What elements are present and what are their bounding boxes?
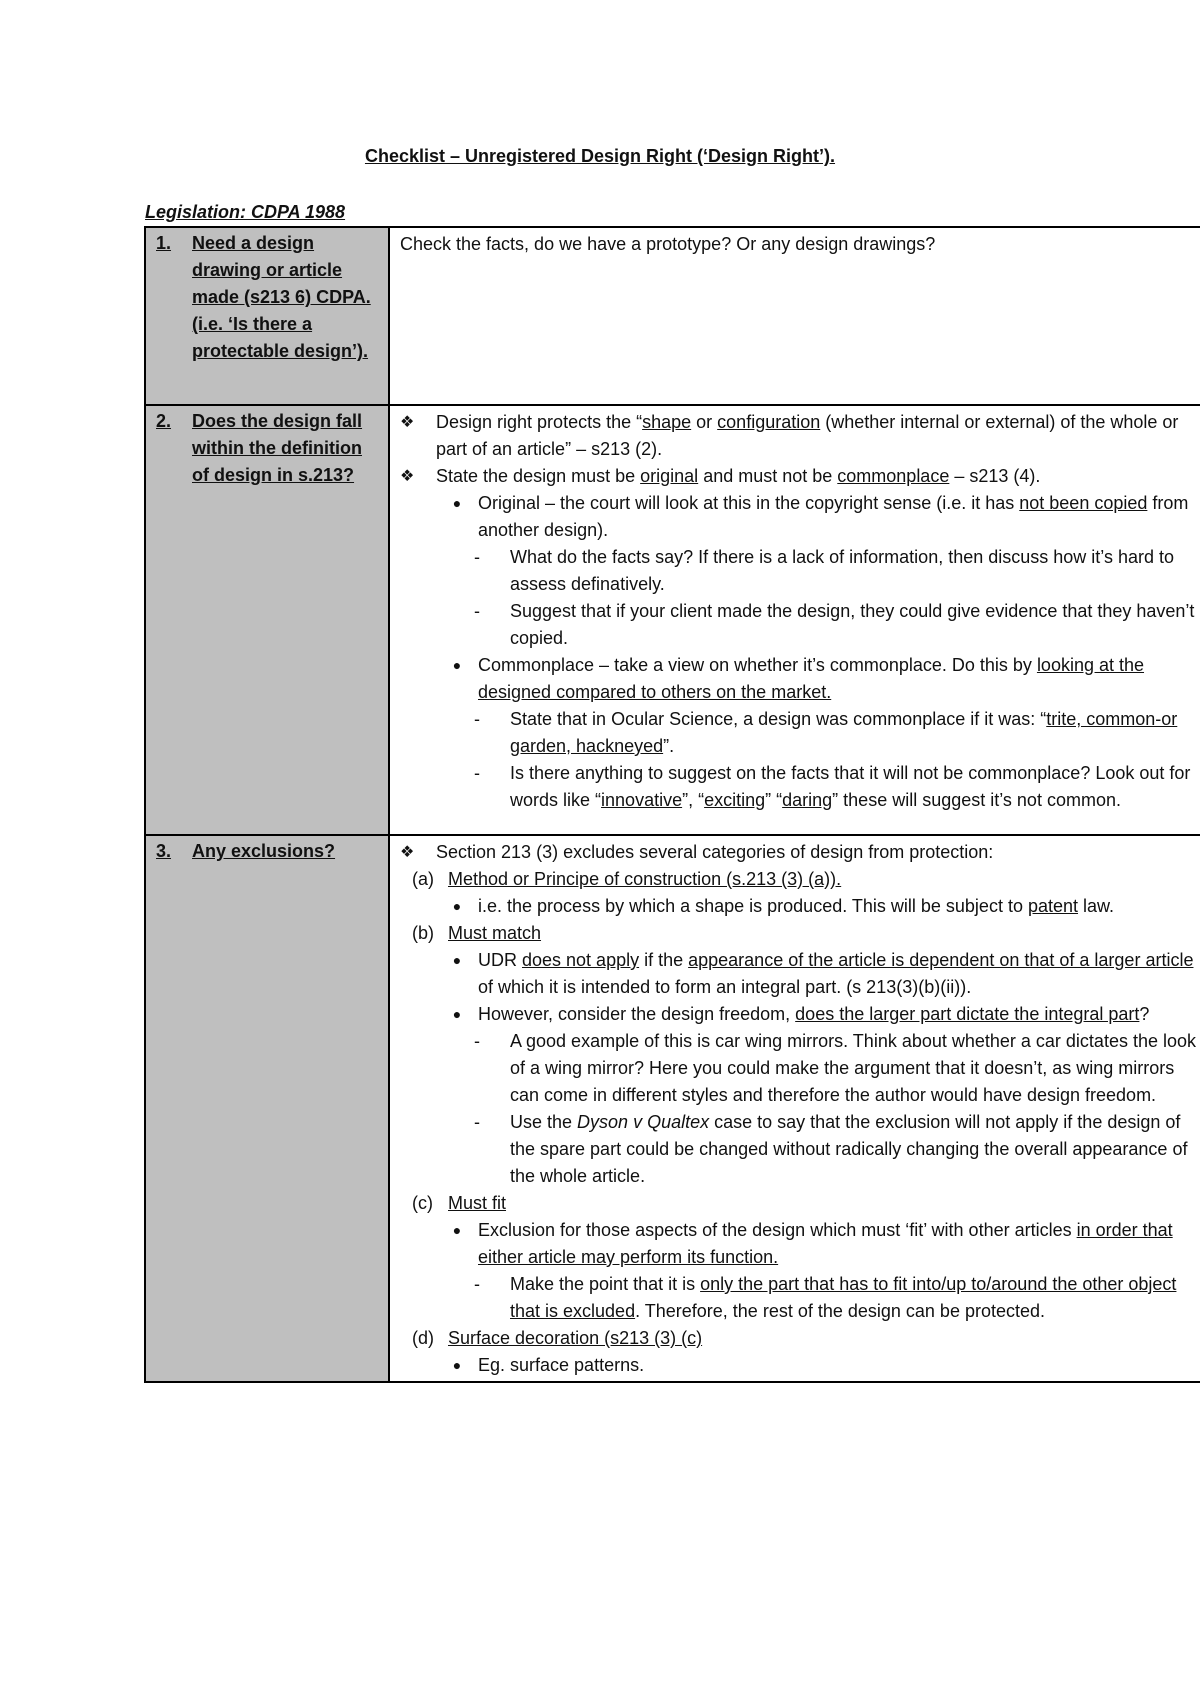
list-item: [400, 1001, 1196, 1028]
bullet-icon: ●: [452, 657, 462, 673]
text-segment: Design right protects the “: [436, 412, 643, 432]
list-item-text: [478, 1352, 1196, 1379]
text-segment: A good example of this is car wing mirrors. Think about whether a car dictates the look of a wing mirror? Here you could make the argument that it doesn’t, as wing mirrors can come in different styles and therefore the author would have design freedom.: [510, 1031, 1197, 1105]
text-segment: ” “: [765, 790, 783, 810]
underlined-text: Must fit: [448, 1193, 507, 1213]
list-item: [400, 409, 1196, 463]
text-segment: Original – the court will look at this in the copyright sense (i.e. it has: [478, 493, 1020, 513]
underlined-text: exciting: [704, 790, 766, 810]
text-segment: Check the facts, do we have a prototype? Or any design drawings?: [400, 234, 936, 254]
list-letter: (b): [412, 923, 434, 943]
bullet-icon: ●: [452, 1222, 462, 1238]
list-item-text: [478, 1001, 1196, 1028]
underlined-text: looking at the designed compared to others on the market.: [478, 655, 1145, 702]
list-item-text: [478, 490, 1196, 544]
dash-marker: -: [474, 1112, 480, 1132]
text-segment: ”.: [663, 736, 675, 756]
dash-marker: -: [474, 709, 480, 729]
text-segment: . Therefore, the rest of the design can be protected.: [635, 1301, 1045, 1321]
underlined-text: original: [640, 466, 699, 486]
underlined-text: shape: [642, 412, 692, 432]
text-segment: Section 213 (3) excludes several categories of design from protection:: [436, 842, 994, 862]
text-segment: Is there anything to suggest on the facts that it will not be commonplace? Look out for words like “: [510, 763, 1191, 810]
row-label: Any exclusions?: [192, 841, 336, 861]
legislation-heading: Legislation: CDPA 1988: [145, 202, 346, 222]
list-item: [400, 1271, 1196, 1325]
list-item-text: [510, 1271, 1196, 1325]
underlined-text: configuration: [717, 412, 821, 432]
text-segment: State the design must be: [436, 466, 641, 486]
text-segment: (whether internal or external) of the whole or part of an article” – s213 (2).: [436, 412, 1179, 459]
text-segment: State that in Ocular Science, a design was commonplace if it was: “: [510, 709, 1047, 729]
list-item-text: [400, 231, 1196, 258]
list-letter: (d): [412, 1328, 434, 1348]
list-item: [400, 706, 1196, 760]
list-item: [400, 947, 1196, 1001]
list-item-text: [510, 598, 1196, 652]
underlined-text: Must match: [448, 923, 542, 943]
dash-marker: -: [474, 1274, 480, 1294]
list-item-text: [448, 1190, 1196, 1217]
list-item-text: [510, 544, 1196, 598]
row-number: 2.: [156, 411, 172, 431]
checklist-table: [144, 226, 1200, 1383]
row-number: 3.: [156, 841, 172, 861]
list-item: [400, 652, 1196, 706]
bullet-icon: ●: [452, 1357, 462, 1373]
list-item: [400, 598, 1196, 652]
dash-marker: -: [474, 547, 480, 567]
list-item-text: [510, 1109, 1196, 1190]
diamond-bullet-icon: ❖: [400, 468, 415, 485]
text-segment: ”, “: [682, 790, 705, 810]
row-content-cell: [389, 405, 1200, 835]
list-item: [400, 231, 1196, 258]
list-item: [400, 920, 1196, 947]
text-segment: if the: [639, 950, 689, 970]
list-item: [400, 1217, 1196, 1271]
text-segment: Suggest that if your client made the design, they could give evidence that they haven’t copied.: [510, 601, 1195, 648]
bullet-icon: ●: [452, 1006, 462, 1022]
list-item-text: [510, 706, 1196, 760]
list-item-text: [510, 1028, 1196, 1109]
diamond-bullet-icon: ❖: [400, 414, 415, 431]
underlined-text: Surface decoration (s213 (3) (c): [448, 1328, 703, 1348]
underlined-text: commonplace: [837, 466, 950, 486]
text-segment: Exclusion for those aspects of the design which must ‘fit’ with other articles: [478, 1220, 1077, 1240]
row-number: 1.: [156, 233, 172, 253]
text-segment: Make the point that it is: [510, 1274, 701, 1294]
list-item: [400, 1028, 1196, 1109]
underlined-text: trite, common-or garden, hackneyed: [510, 709, 1178, 756]
row-label: Need a design drawing or article made (s213 6) CDPA. (i.e. ‘Is there a protectable design’).: [192, 233, 371, 361]
text-segment: and must not be: [698, 466, 838, 486]
list-item-text: [478, 893, 1196, 920]
row-label-cell: [145, 405, 389, 835]
text-segment: What do the facts say? If there is a lack of information, then discuss how it’s hard to assess definatively.: [510, 547, 1174, 594]
text-segment: Use the: [510, 1112, 578, 1132]
checklist-row-2: [145, 405, 1200, 835]
italic-text: Dyson v Qualtex: [577, 1112, 710, 1132]
list-item-text: [436, 839, 1196, 866]
diamond-bullet-icon: ❖: [400, 844, 415, 861]
list-item-text: [448, 866, 1196, 893]
dash-marker: -: [474, 763, 480, 783]
underlined-text: not been copied: [1019, 493, 1148, 513]
row-label-cell: [145, 835, 389, 1382]
text-segment: ” these will suggest it’s not common.: [832, 790, 1121, 810]
underlined-text: only the part that has to fit into/up to/around the other object that is excluded: [510, 1274, 1177, 1321]
text-segment: Eg. surface patterns.: [478, 1355, 645, 1375]
dash-marker: -: [474, 1031, 480, 1051]
underlined-text: Method or Principe of construction (s.213 (3) (a)).: [448, 869, 842, 889]
underlined-text: patent: [1027, 896, 1079, 916]
list-letter: (c): [412, 1193, 433, 1213]
text-segment: – s213 (4).: [949, 466, 1041, 486]
text-segment: However, consider the design freedom,: [478, 1004, 796, 1024]
list-item-text: [448, 1325, 1196, 1352]
underlined-text: innovative: [601, 790, 683, 810]
list-item-text: [510, 760, 1196, 814]
text-segment: of which it is intended to form an integral part. (s 213(3)(b)(ii)).: [478, 977, 972, 997]
underlined-text: appearance of the article is dependent on that of a larger article: [688, 950, 1194, 970]
list-item: [400, 839, 1196, 866]
checklist-row-1: [145, 227, 1200, 405]
list-item: [400, 760, 1196, 814]
list-item: [400, 463, 1196, 490]
list-item: [400, 1325, 1196, 1352]
row-content-cell: [389, 835, 1200, 1382]
row-label-cell: [145, 227, 389, 405]
list-item-text: [478, 652, 1196, 706]
list-item: [400, 893, 1196, 920]
list-item-text: [478, 1217, 1196, 1271]
document-title: Checklist – Unregistered Design Right (‘Design Right’).: [364, 146, 836, 166]
text-segment: law.: [1078, 896, 1115, 916]
list-item-text: [436, 409, 1196, 463]
underlined-text: does not apply: [522, 950, 640, 970]
list-item-text: [448, 920, 1196, 947]
bullet-icon: ●: [452, 495, 462, 511]
list-item: [400, 490, 1196, 544]
list-letter: (a): [412, 869, 434, 889]
list-item: [400, 1109, 1196, 1190]
bullet-icon: ●: [452, 898, 462, 914]
list-item: [400, 1190, 1196, 1217]
list-item-text: [478, 947, 1196, 1001]
list-item-text: [436, 463, 1196, 490]
text-segment: from another design).: [478, 493, 1189, 540]
text-segment: ?: [1139, 1004, 1150, 1024]
underlined-text: in order that either article may perform its function.: [478, 1220, 1173, 1267]
text-segment: UDR: [478, 950, 522, 970]
text-segment: i.e. the process by which a shape is produced. This will be subject to: [478, 896, 1028, 916]
text-segment: or: [691, 412, 718, 432]
text-segment: case to say that the exclusion will not apply if the design of the spare part could be changed without radically changing the overall appearance of the whole article.: [510, 1112, 1188, 1186]
list-item: [400, 544, 1196, 598]
bullet-icon: ●: [452, 952, 462, 968]
underlined-text: does the larger part dictate the integral part: [795, 1004, 1140, 1024]
checklist-row-3: [145, 835, 1200, 1382]
dash-marker: -: [474, 601, 480, 621]
underlined-text: daring: [782, 790, 833, 810]
row-content-cell: [389, 227, 1200, 405]
text-segment: Commonplace – take a view on whether it’s commonplace. Do this by: [478, 655, 1037, 675]
row-label: Does the design fall within the definition of design in s.213?: [192, 411, 363, 485]
list-item: [400, 866, 1196, 893]
list-item: [400, 1352, 1196, 1379]
